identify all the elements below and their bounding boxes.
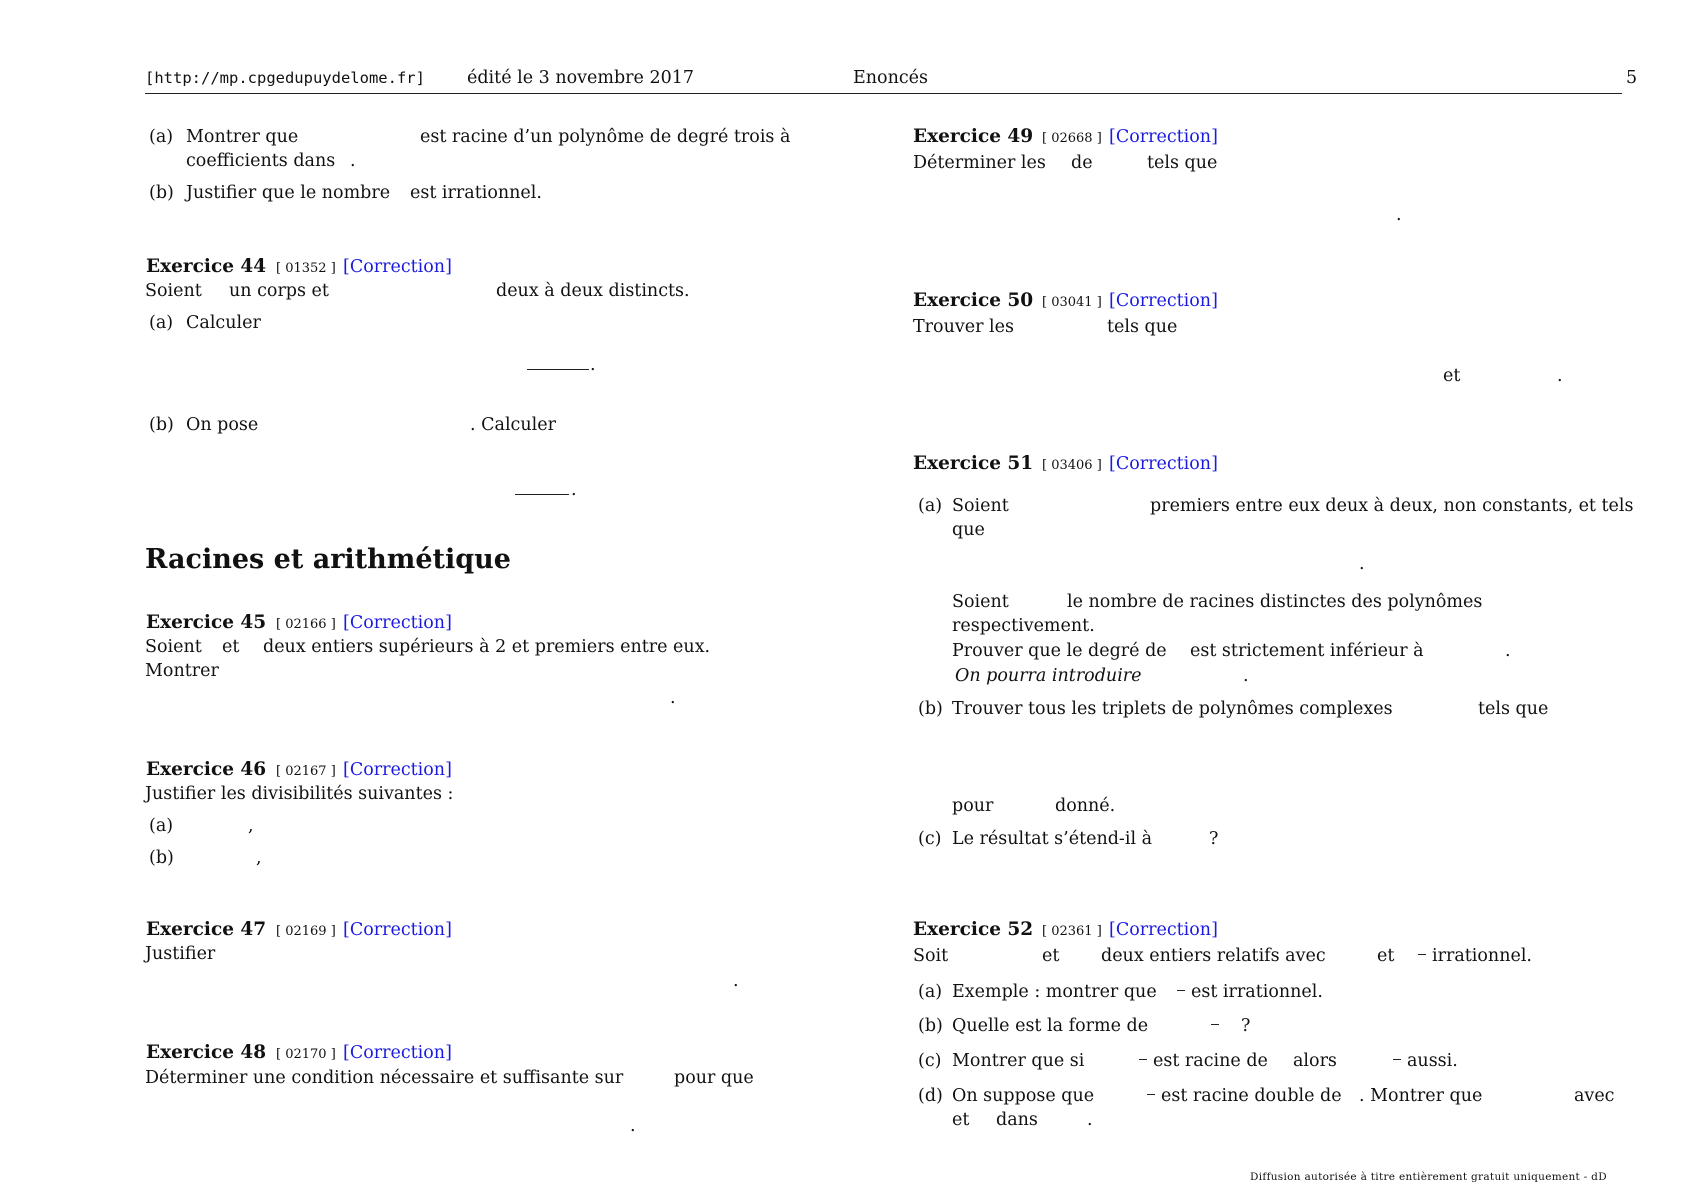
list-label-c: (c): [918, 1051, 942, 1071]
exercise-title: Exercice 51: [913, 453, 1034, 474]
text: .: [571, 480, 577, 500]
text: Prouver que le degré de: [952, 641, 1167, 661]
list-label-a: (a): [149, 127, 174, 147]
exercise-title: Exercice 46: [146, 759, 267, 780]
overline-mark: [1211, 1008, 1219, 1032]
text: est racine double de: [1161, 1086, 1342, 1106]
text: tels que: [1147, 153, 1218, 173]
exercise-ref: [ 02668 ]: [1042, 131, 1102, 146]
exercise-ref: [ 03406 ]: [1042, 458, 1102, 473]
correction-link[interactable]: [Correction]: [343, 257, 452, 277]
correction-link[interactable]: [Correction]: [343, 1043, 452, 1063]
text: ,: [248, 816, 254, 836]
page-number: 5: [1626, 68, 1638, 88]
text: est irrationnel.: [410, 183, 542, 203]
list-label-a: (a): [918, 496, 943, 516]
text: .: [1359, 554, 1365, 574]
text: le nombre de racines distinctes des polynômes: [1067, 592, 1483, 612]
text: Trouver tous les triplets de polynômes complexes: [952, 699, 1393, 719]
text: Soient: [145, 637, 202, 657]
list-label-c: (c): [918, 829, 942, 849]
list-label-a: (a): [918, 982, 943, 1002]
text: .: [350, 151, 356, 171]
text: et: [952, 1110, 970, 1130]
text: .: [590, 355, 596, 375]
text: Déterminer les: [913, 153, 1046, 173]
text: dans: [996, 1110, 1038, 1130]
correction-link[interactable]: [Correction]: [343, 613, 452, 633]
text: pour que: [674, 1068, 754, 1088]
text: premiers entre eux deux à deux, non constants, et tels: [1150, 496, 1634, 516]
text: irrationnel.: [1432, 946, 1532, 966]
section-title: Racines et arithmétique: [145, 544, 511, 575]
text: et: [1443, 366, 1461, 386]
text: tels que: [1107, 317, 1178, 337]
text: aussi.: [1407, 1051, 1458, 1071]
text: est racine de: [1153, 1051, 1268, 1071]
text: Trouver les: [913, 317, 1014, 337]
text: .: [1243, 666, 1249, 686]
text: avec: [1574, 1086, 1615, 1106]
text: que: [952, 520, 985, 540]
text: respectivement.: [952, 616, 1095, 636]
text: . Calculer: [470, 415, 556, 435]
hint-text: On pourra introduire: [955, 666, 1142, 686]
text: Justifier que le nombre: [186, 183, 391, 203]
text: On pose: [186, 415, 259, 435]
text: est strictement inférieur à: [1190, 641, 1424, 661]
text: Soit: [913, 946, 949, 966]
text: ,: [256, 848, 262, 868]
exercise-ref: [ 02170 ]: [276, 1047, 336, 1062]
fraction-bar: [527, 353, 589, 377]
text: Soient: [952, 592, 1009, 612]
text: et: [222, 637, 240, 657]
list-label-a: (a): [149, 313, 174, 333]
text: .: [630, 1116, 636, 1136]
text: .: [1557, 366, 1563, 386]
list-label-b: (b): [149, 415, 174, 435]
text: pour: [952, 796, 994, 816]
fraction-bar: [515, 478, 569, 502]
text: Le résultat s’étend-il à: [952, 829, 1153, 849]
text: de: [1071, 153, 1093, 173]
footer-notice: Diffusion autorisée à titre entièrement gratuit uniquement - dD: [1250, 1171, 1607, 1183]
text: et: [1042, 946, 1060, 966]
list-label-b: (b): [149, 848, 174, 868]
exercise-title: Exercice 45: [146, 612, 267, 633]
list-label-b: (b): [918, 699, 943, 719]
text: .: [1087, 1110, 1093, 1130]
correction-link[interactable]: [Correction]: [1109, 454, 1218, 474]
text: est irrationnel.: [1191, 982, 1323, 1002]
text: Exemple : montrer que: [952, 982, 1157, 1002]
exercise-title: Exercice 49: [913, 126, 1034, 147]
text: deux à deux distincts.: [496, 281, 690, 301]
text: Montrer que si: [952, 1051, 1085, 1071]
overline-mark: [1393, 1043, 1401, 1067]
text: coefficients dans: [186, 151, 336, 171]
text: ?: [1209, 829, 1219, 849]
exercise-title: Exercice 50: [913, 290, 1034, 311]
text: et: [1377, 946, 1395, 966]
exercise-ref: [ 01352 ]: [276, 261, 336, 276]
text: .: [1396, 205, 1402, 225]
text: ?: [1241, 1016, 1251, 1036]
text: deux entiers relatifs avec: [1101, 946, 1326, 966]
text: .: [733, 971, 739, 991]
exercise-title: Exercice 48: [146, 1042, 267, 1063]
correction-link[interactable]: [Correction]: [343, 920, 452, 940]
text: Montrer que: [186, 127, 299, 147]
text: Soient: [145, 281, 202, 301]
exercise-title: Exercice 44: [146, 256, 267, 277]
text: un corps et: [229, 281, 329, 301]
exercise-ref: [ 02166 ]: [276, 617, 336, 632]
exercise-title: Exercice 52: [913, 919, 1034, 940]
text: Déterminer une condition nécessaire et suffisante sur: [145, 1068, 624, 1088]
text: . Montrer que: [1359, 1086, 1483, 1106]
exercise-ref: [ 02169 ]: [276, 924, 336, 939]
overline-mark: [1177, 974, 1185, 998]
text: donné.: [1055, 796, 1116, 816]
text: On suppose que: [952, 1086, 1095, 1106]
header-section: Enoncés: [853, 68, 928, 88]
text: deux entiers supérieurs à 2 et premiers entre eux.: [263, 637, 711, 657]
header-edit-date: édité le 3 novembre 2017: [467, 68, 694, 88]
text: Montrer: [145, 661, 219, 681]
text: Justifier les divisibilités suivantes :: [145, 784, 454, 804]
correction-link[interactable]: [Correction]: [1109, 127, 1218, 147]
text: .: [1505, 641, 1511, 661]
list-label-a: (a): [149, 816, 174, 836]
text: alors: [1293, 1051, 1337, 1071]
text: Calculer: [186, 313, 261, 333]
text: Justifier: [145, 944, 216, 964]
correction-link[interactable]: [Correction]: [1109, 920, 1218, 940]
correction-link[interactable]: [Correction]: [1109, 291, 1218, 311]
text: Quelle est la forme de: [952, 1016, 1149, 1036]
text: Soient: [952, 496, 1009, 516]
text: tels que: [1478, 699, 1549, 719]
correction-link[interactable]: [Correction]: [343, 760, 452, 780]
list-label-b: (b): [918, 1016, 943, 1036]
list-label-d: (d): [918, 1086, 943, 1106]
exercise-ref: [ 02361 ]: [1042, 924, 1102, 939]
text: est racine d’un polynôme de degré trois à: [420, 127, 791, 147]
exercise-title: Exercice 47: [146, 919, 267, 940]
exercise-ref: [ 03041 ]: [1042, 295, 1102, 310]
exercise-ref: [ 02167 ]: [276, 764, 336, 779]
overline-mark: [1147, 1078, 1155, 1102]
overline-mark: [1418, 938, 1426, 962]
overline-mark: [1139, 1043, 1147, 1067]
text: .: [670, 688, 676, 708]
header-url[interactable]: [http://mp.cpgedupuydelome.fr]: [145, 69, 425, 87]
header-rule: [145, 93, 1622, 94]
list-label-b: (b): [149, 183, 174, 203]
